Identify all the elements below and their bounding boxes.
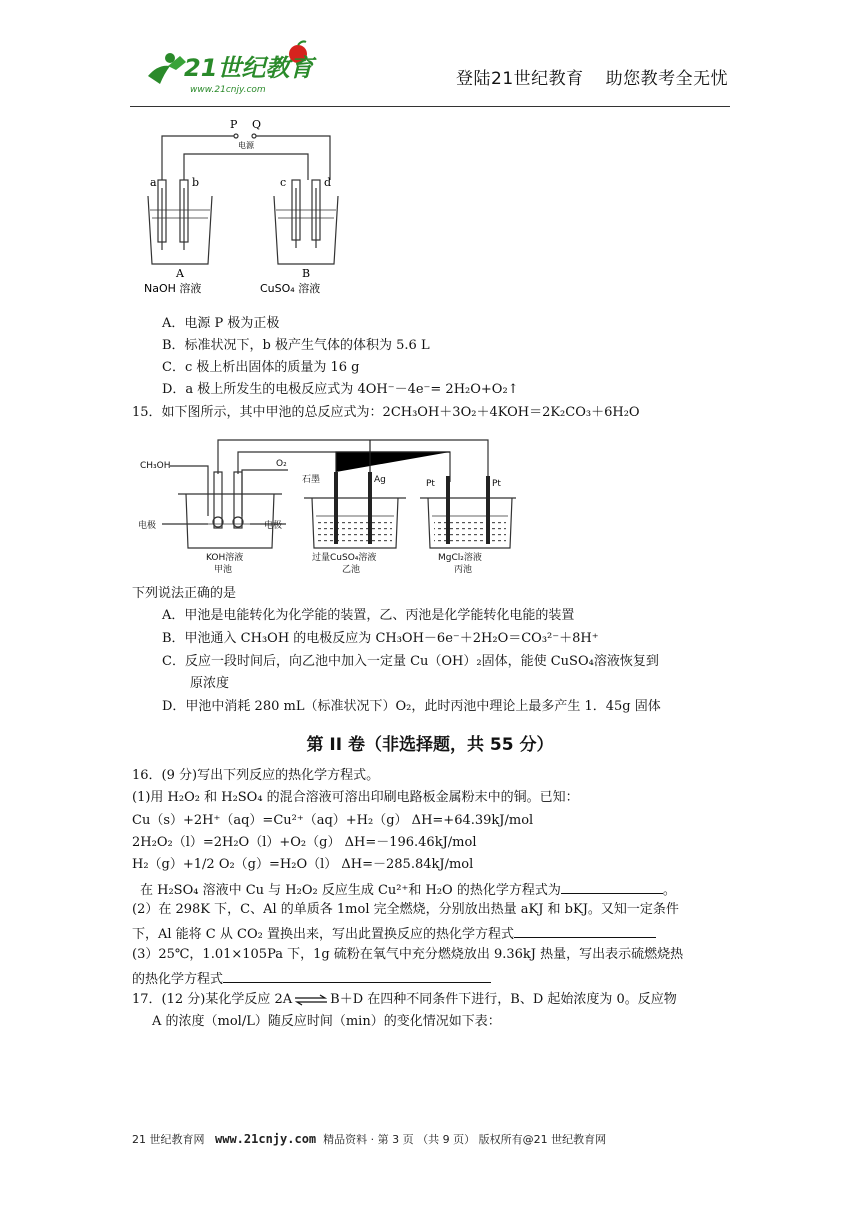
label-q: Q [252, 118, 262, 131]
q15-prompt: 下列说法正确的是 [132, 586, 237, 601]
label-cell3-solution: MgCl₂溶液 [438, 553, 482, 563]
section-title: 第 II 卷（非选择题，共 55 分） [306, 735, 554, 755]
label-ag: Ag [374, 475, 386, 485]
label-cell-a-solution: NaOH 溶液 [144, 282, 202, 295]
label-electrode-c: c [280, 176, 287, 189]
label-pt2: Pt [492, 479, 501, 489]
label-graphite: 石墨 [302, 475, 321, 485]
q16-eq3: H₂（g）+1/2 O₂（g）=H₂O（l） ΔH=－285.84kJ/mol [132, 857, 474, 872]
q16-part1-ask-text: 在 H₂SO₄ 溶液中 Cu 与 H₂O₂ 反应生成 Cu²⁺和 H₂O 的热化学方程式为 [140, 883, 561, 898]
label-cell1-solution: KOH溶液 [206, 553, 244, 563]
q17-line1 [132, 991, 677, 1009]
q14-option-a: A．电源 P 极为正极 [162, 316, 280, 331]
label-pt1: Pt [426, 479, 435, 489]
page-footer [132, 1131, 606, 1147]
q16-title: 16．(9 分)写出下列反应的热化学方程式。 [132, 768, 380, 783]
label-electrode-b: b [192, 176, 200, 189]
footer-info: 精品资料 · 第 3 页 （共 9 页） 版权所有@21 世纪教育网 [323, 1133, 607, 1146]
slogan-left: 登陆21世纪教育 [456, 69, 584, 89]
q15-stem: 15．如下图所示，其中甲池的总反应式为：2CH₃OH＋3O₂＋4KOH＝2K₂CO₃＋6H₂O [132, 405, 640, 420]
q17-line2: A 的浓度（mol/L）随反应时间（min）的变化情况如下表： [152, 1014, 501, 1029]
slogan-right: 助您教考全无忧 [605, 69, 729, 89]
q16-eq1: Cu（s）+2H⁺（aq）=Cu²⁺（aq）+H₂（g） ΔH=+64.39kJ/mol [132, 813, 534, 828]
label-cell3-name: 丙池 [454, 565, 473, 575]
label-electrode-d: d [324, 176, 332, 189]
q16-part1-ask [140, 879, 676, 900]
answer-blank-1[interactable] [561, 879, 663, 894]
silver-electrode [368, 472, 372, 544]
pt-electrode-left [446, 476, 450, 544]
q16-part3-b-text: 的热化学方程式 [132, 972, 224, 987]
q15-option-a: A．甲池是电能转化为化学能的装置，乙、丙池是化学能转化电能的装置 [162, 608, 575, 623]
q17-line1-pre: 17．(12 分)某化学反应 2A [132, 992, 293, 1007]
q16-part2-b [132, 923, 656, 944]
label-source: 电源 [238, 141, 254, 150]
graphite-electrode [334, 472, 338, 544]
q16-part2-a: (2）在 298K 下，C、Al 的单质各 1mol 完全燃烧，分别放出热量 aKJ 和 bKJ。又知一定条件 [132, 902, 679, 917]
label-cell2-name: 乙池 [342, 565, 361, 575]
answer-blank-3[interactable] [223, 968, 491, 983]
q15-option-c: C．反应一段时间后，向乙池中加入一定量 Cu（OH）₂固体，能使 CuSO₄溶液恢复到 [162, 654, 659, 669]
equilibrium-arrow-icon [293, 994, 329, 1006]
site-logo [140, 36, 320, 102]
q14-option-b: B．标准状况下，b 极产生气体的体积为 5.6 L [162, 338, 430, 353]
q14-option-d: D．a 极上所发生的电极反应式为 4OH⁻－4e⁻= 2H₂O+O₂↑ [162, 382, 519, 397]
q16-part3-b [132, 968, 491, 989]
q16-part3-a: (3）25℃，1.01×105Pa 下，1g 硫粉在氧气中充分燃烧放出 9.36kJ 热量，写出表示硫燃烧热 [132, 947, 684, 962]
header-slogan [456, 64, 750, 89]
logo-graphic [140, 36, 320, 102]
q16-eq2: 2H₂O₂（l）=2H₂O（l）+O₂（g） ΔH=－196.46kJ/mol [132, 835, 477, 850]
q17-line1-post: B＋D 在四种不同条件下进行，B、D 起始浓度为 0。反应物 [330, 992, 677, 1007]
figure-fuel-cell [138, 432, 518, 578]
logo-url: www.21cnjy.com [190, 85, 266, 95]
label-electrode-a: a [150, 176, 157, 189]
header-divider [130, 106, 730, 107]
q16-part1-end: 。 [662, 883, 676, 898]
q14-option-c: C．c 极上析出固体的质量为 16 g [162, 360, 360, 375]
q15-option-b: B．甲池通入 CH₃OH 的电极反应为 CH₃OH－6e⁻＋2H₂O＝CO₃²⁻＋8H⁺ [162, 631, 599, 646]
label-electrode-right: 电极 [264, 521, 283, 531]
label-cell1-name: 甲池 [214, 565, 233, 575]
label-cell-b-solution: CuSO₄ 溶液 [260, 282, 321, 295]
footer-url: www.21cnjy.com [215, 1132, 317, 1146]
label-o2: O₂ [276, 459, 287, 469]
label-cell-a: A [176, 267, 184, 280]
answer-blank-2[interactable] [514, 923, 656, 938]
footer-site: 21 世纪教育网 [132, 1133, 205, 1146]
pt-electrode-right [486, 476, 490, 544]
q15-option-d: D．甲池中消耗 280 mL（标准状况下）O₂，此时丙池中理论上最多产生 1．45g 固体 [162, 699, 661, 714]
label-p: P [230, 118, 238, 131]
q16-part1: (1)用 H₂O₂ 和 H₂SO₄ 的混合溶液可溶出印刷电路板金属粉末中的铜。已知： [132, 790, 579, 805]
logo-text: 21世纪教育 [184, 54, 314, 82]
figure-electrolysis-cells [140, 114, 350, 298]
label-cell-b: B [302, 267, 311, 280]
label-ch3oh: CH₃OH [140, 461, 171, 471]
label-electrode-left: 电极 [138, 521, 157, 531]
label-cell2-solution: 过量CuSO₄溶液 [312, 553, 377, 563]
q16-part2-b-text: 下，Al 能将 C 从 CO₂ 置换出来，写出此置换反应的热化学方程式 [132, 927, 514, 942]
q15-option-c-cont: 原浓度 [190, 676, 230, 691]
